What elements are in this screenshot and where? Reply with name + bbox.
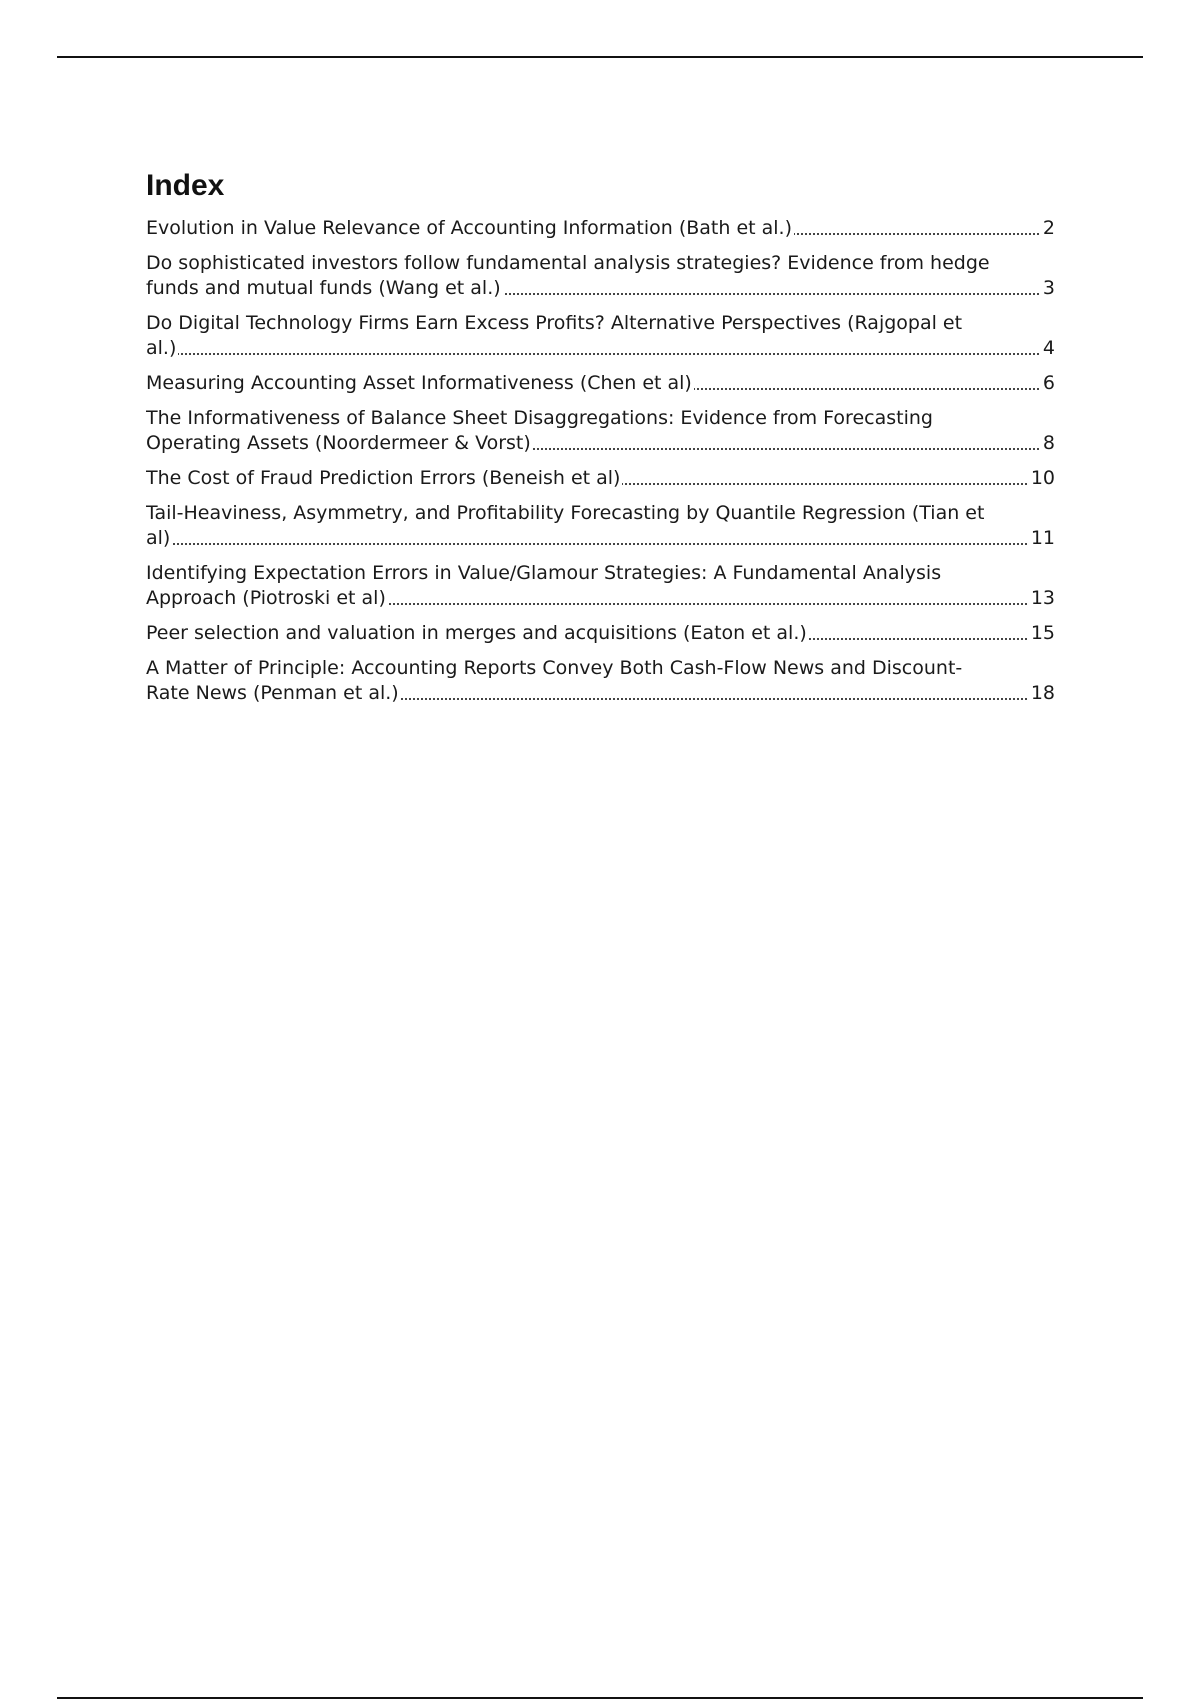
toc-page-number: 18 [1030, 682, 1055, 704]
toc-entry-title-line1: Do sophisticated investors follow fundamental analysis strategies? Evidence from hedge [146, 252, 990, 274]
toc-entry-title: The Cost of Fraud Prediction Errors (Beneish et al) [146, 467, 621, 489]
toc-page-number: 6 [1042, 372, 1055, 394]
toc-entry-title: funds and mutual funds (Wang et al.) [146, 277, 501, 299]
toc-page-number: 13 [1030, 587, 1055, 609]
toc-entry[interactable] [146, 311, 1055, 361]
dot-leader [146, 353, 1055, 355]
dot-leader [146, 543, 1055, 545]
toc-page-number: 2 [1042, 217, 1055, 239]
toc-page-number: 4 [1042, 337, 1055, 359]
footer-rule [57, 1697, 1143, 1699]
toc-entry-title-line1: Tail-Heaviness, Asymmetry, and Profitability Forecasting by Quantile Regression (Tian et [146, 502, 985, 524]
toc-entry-title: Peer selection and valuation in merges and acquisitions (Eaton et al.) [146, 622, 807, 644]
toc-entry-title-line1: A Matter of Principle: Accounting Reports Convey Both Cash-Flow News and Discount- [146, 657, 963, 679]
toc-entry-title-line1: The Informativeness of Balance Sheet Disaggregations: Evidence from Forecasting [146, 407, 933, 429]
toc-entry-title: Measuring Accounting Asset Informativeness (Chen et al) [146, 372, 692, 394]
toc-list [146, 216, 1055, 706]
toc-entry-title: Approach (Piotroski et al) [146, 587, 386, 609]
toc-entry[interactable] [146, 621, 1055, 646]
toc-entry-title: al) [146, 527, 171, 549]
toc-entry[interactable] [146, 501, 1055, 551]
toc-entry-title-line1: Do Digital Technology Firms Earn Excess Profits? Alternative Perspectives (Rajgopal et [146, 312, 963, 334]
toc-entry[interactable] [146, 656, 1055, 706]
toc-entry[interactable] [146, 561, 1055, 611]
index-section [146, 168, 1055, 716]
toc-page-number: 8 [1042, 432, 1055, 454]
toc-page-number: 11 [1030, 527, 1055, 549]
toc-entry-title: Operating Assets (Noordermeer & Vorst) [146, 432, 531, 454]
toc-entry[interactable] [146, 406, 1055, 456]
page-title: Index [146, 169, 225, 202]
toc-entry-title: al.) [146, 337, 177, 359]
toc-entry[interactable] [146, 466, 1055, 491]
toc-entry-title-line1: Identifying Expectation Errors in Value/Glamour Strategies: A Fundamental Analysis [146, 562, 942, 584]
toc-entry-title: Rate News (Penman et al.) [146, 682, 399, 704]
toc-page-number: 3 [1042, 277, 1055, 299]
toc-entry-title: Evolution in Value Relevance of Accounting Information (Bath et al.) [146, 217, 792, 239]
toc-entry[interactable] [146, 216, 1055, 241]
toc-page-number: 10 [1030, 467, 1055, 489]
toc-entry[interactable] [146, 371, 1055, 396]
toc-page-number: 15 [1030, 622, 1055, 644]
header-rule [57, 56, 1143, 58]
toc-entry[interactable] [146, 251, 1055, 301]
